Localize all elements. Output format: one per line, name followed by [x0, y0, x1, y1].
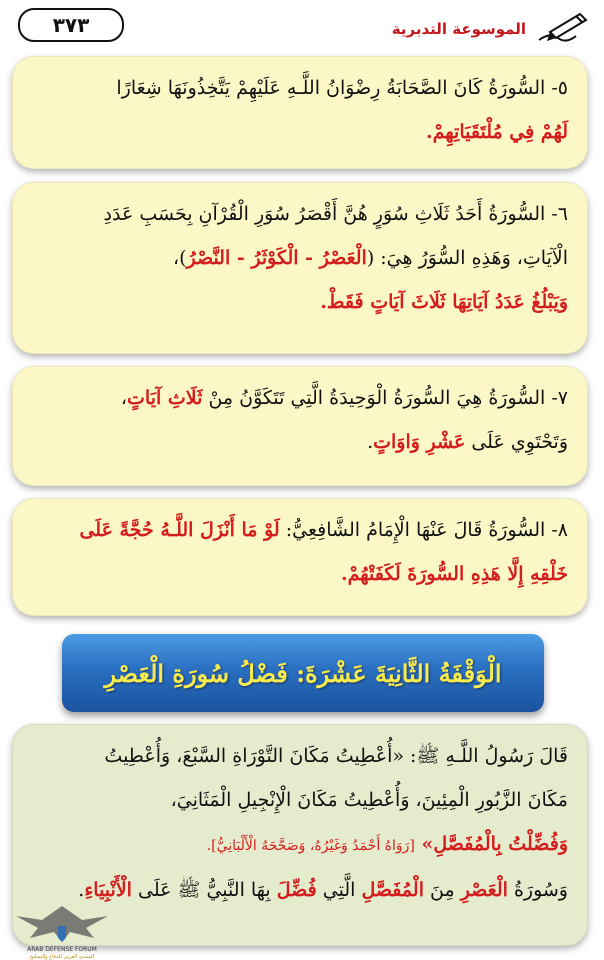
highlighted-text: وَفُضِّلْتُ بِالْمُفَصَّلِ»: [414, 833, 568, 855]
fact-card-7: [12, 366, 588, 486]
text-line: [32, 734, 568, 778]
body-text: ٥- السُّورَةُ كَانَ الصَّحَابَةُ رِضْوَانُ اللَّـهِ عَلَيْهِمْ يَتَّخِذُونَهَا شِعَارًا: [116, 77, 568, 99]
book-title: الموسوعة التدبرية: [391, 20, 526, 38]
fact-card-8: [12, 498, 588, 616]
highlighted-text: خَلْقِهِ إِلَّا هَذِهِ السُّورَةَ لَكَفَتْهُمْ.: [341, 563, 568, 585]
body-text: ٦- السُّورَةُ أَحَدُ ثَلَاثِ سُوَرٍ هُنَّ أَقْصَرُ سُوَرِ الْقُرْآنِ بِحَسَبِ عَدَدِ: [103, 203, 568, 225]
highlighted-text: لَهُمْ فِي مُلْتَقَيَاتِهِمْ.: [426, 121, 568, 143]
text-line: [32, 552, 568, 596]
body-text: ٨- السُّورَةُ قَالَ عَنْهَا الْإِمَامُ الشَّافِعِيُّ:: [279, 519, 568, 541]
highlighted-text: ثَلَاثِ آيَاتٍ: [127, 387, 203, 409]
text-line: [32, 66, 568, 110]
body-text: الَّتِي: [316, 879, 362, 901]
text-line: [32, 822, 568, 868]
highlighted-text: الْأَنْبِيَاءِ: [84, 879, 132, 901]
section-banner: الْوَقْفَةُ الثَّانِيَةَ عَشْرَةَ: فَضْلُ سُورَةِ الْعَصْرِ: [62, 634, 544, 712]
watermark-line1: ARAB DEFENSE FORUM: [27, 946, 97, 953]
body-text: مِنَ: [423, 879, 461, 901]
fact-card-5: [12, 56, 588, 169]
highlighted-text: الْمُفَصَّلِ: [361, 879, 424, 901]
body-text: الْآيَاتِ، وَهَذِهِ السُّوَرُ هِيَ: (: [366, 247, 568, 269]
body-text: ٧- السُّورَةُ هِيَ السُّورَةُ الْوَحِيدَةُ الَّتِي تَتَكَوَّنُ مِنْ: [202, 387, 568, 409]
body-text: ،: [120, 387, 128, 409]
body-text: مَكَانَ الزَّبُورِ الْمِئِينَ، وَأُعْطِيتُ مَكَانَ الْإِنْجِيلِ الْمَثَانِيَ،: [170, 789, 568, 811]
watermark-line2: المنتدى العربي للدفاع والتسليح: [29, 954, 95, 960]
body-text: وَسُورَةُ: [507, 879, 568, 901]
text-line: [32, 376, 568, 420]
body-text: .: [78, 879, 85, 901]
fact-card-6: [12, 182, 588, 354]
text-line: [32, 778, 568, 822]
text-line: [32, 508, 568, 552]
page-number: ٣٧٣: [18, 8, 124, 42]
eagle-emblem-icon: [2, 898, 122, 960]
body-text: وَتَحْتَوِي عَلَى: [465, 431, 568, 453]
text-line: [32, 192, 568, 236]
body-text: .: [367, 431, 374, 453]
body-text: بِهَا النَّبِيُّ ﷺ عَلَى: [131, 879, 277, 901]
text-line: [32, 236, 568, 280]
highlighted-text: عَشْرِ وَاوَاتٍ: [373, 431, 466, 453]
highlighted-text: وَيَبْلُغُ عَدَدُ آيَاتِهَا ثَلَاثَ آيَاتٍ فَقَطْ.: [320, 291, 568, 313]
body-text: قَالَ رَسُولُ اللَّـهِ ﷺ: «أُعْطِيتُ مَكَانَ التَّوْرَاةِ السَّبْعَ، وَأُعْطِيتُ: [104, 745, 568, 767]
body-text: )،: [172, 247, 187, 269]
text-line: [32, 420, 568, 464]
highlighted-text: فُضِّلَ: [276, 879, 317, 901]
highlighted-text: [رَوَاهُ أَحْمَدُ وَغَيْرُهُ، وَصَحَّحَهُ الْأَلْبَانِيُّ].: [206, 838, 415, 854]
text-line: [32, 110, 568, 154]
highlighted-text: الْعَصْرُ - الْكَوْثَرُ - النَّصْرُ: [186, 247, 367, 269]
pen-writing-icon: [536, 10, 590, 44]
text-line: [32, 280, 568, 324]
highlighted-text: الْعَصْرِ: [460, 879, 508, 901]
highlighted-text: لَوْ مَا أَنْزَلَ اللَّـهُ حُجَّةً عَلَى: [79, 519, 280, 541]
